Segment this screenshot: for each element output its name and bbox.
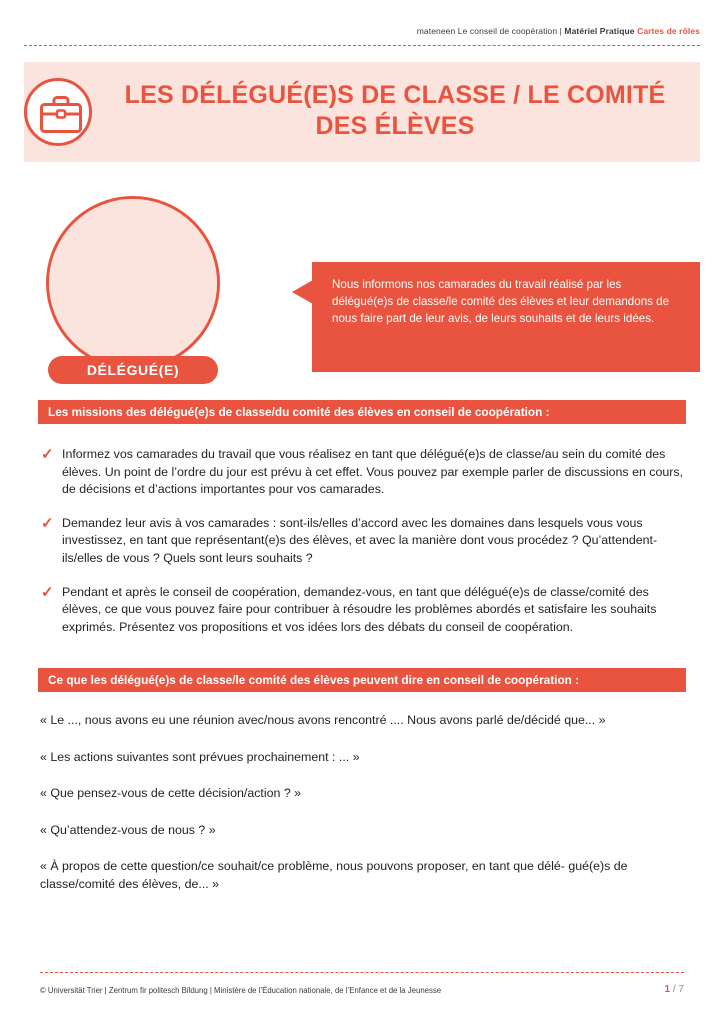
avatar-background: [49, 199, 217, 367]
title-band: [24, 62, 700, 162]
list-item: [38, 446, 688, 499]
avatar: [46, 196, 220, 370]
briefcase-icon: [24, 78, 92, 146]
footer-credits: © Universität Trier | Zentrum fir politesch Bildung | Ministère de l’Éducation nationale, de l’Enfance et de la Jeunesse: [40, 986, 442, 995]
section-header-missions: Les missions des délégué(e)s de classe/du comité des élèves en conseil de coopération :: [38, 400, 686, 424]
list-item-text: Demandez leur avis à vos camarades : sont-ils/elles d’accord avec les domaines dans lesquels vous vous investissez, en tant que représentant(e)s des élèves, et avec la manière dont vous procédez ? Qu’attendent-ils/elles de vous ? Quels sont leurs souhaits ?: [62, 515, 658, 566]
check-icon: ✓: [41, 446, 54, 463]
list-item-text: Pendant et après le conseil de coopération, demandez-vous, en tant que délégué(e)s de classe/comité des élèves, ce que vous pouvez faire pour contribuer à résoudre les problèmes abordés et satisfaire les souhaits exprimés. Présentez vos propositions et vos idées lors des débats du conseil de coopération.: [62, 584, 657, 634]
quotes-list: [40, 712, 690, 913]
page-title-line1: LES DÉLÉGUÉ(E)S DE CLASSE / LE COMITÉ: [124, 81, 666, 109]
list-item: [38, 515, 688, 568]
document-header: [24, 26, 700, 52]
briefcase-icon-svg: [40, 96, 82, 134]
footer-divider: [40, 972, 684, 973]
section-header-speech: Ce que les délégué(e)s de classe/le comité des élèves peuvent dire en conseil de coopération :: [38, 668, 686, 692]
page-title-line2: DES ÉLÈVES: [315, 111, 475, 140]
list-item: « Qu’attendez-vous de nous ? »: [40, 822, 216, 837]
page-total: / 7: [672, 984, 684, 995]
breadcrumb-plain: mateneen Le conseil de coopération |: [416, 26, 565, 36]
status-badge: DÉLÉGUÉ(E): [48, 356, 218, 384]
missions-list: [38, 446, 688, 652]
page-title: [110, 80, 680, 141]
header-divider: [24, 45, 700, 46]
page-current: 1: [664, 984, 671, 995]
list-item-text: Informez vos camarades du travail que vous réalisez en tant que délégué(e)s de classe/au sein du comité des élèves. Un point de l’ordre du jour est prévu à cet effet. Vous pouvez par exemple parler de discussions en cours, de décisions et d’actions importantes pour vos camarades.: [62, 447, 684, 497]
breadcrumb-accent: Cartes de rôles: [637, 26, 700, 36]
breadcrumb-bold: Matériel Pratique: [564, 26, 638, 36]
page-number: [665, 984, 684, 995]
list-item: [38, 584, 688, 637]
list-item: « À propos de cette question/ce souhait/ce problème, nous pouvons proposer, en tant que délé- gué(e)s de classe/comité des élèves, de... »: [40, 859, 628, 892]
list-item: « Les actions suivantes sont prévues prochainement : ... »: [40, 749, 360, 764]
speech-bubble-tail: [292, 280, 313, 304]
check-icon: ✓: [41, 514, 54, 532]
list-item: « Que pensez-vous de cette décision/action ? »: [40, 786, 302, 801]
breadcrumb: [417, 26, 700, 36]
list-item: « Le ..., nous avons eu une réunion avec/nous avons rencontré .... Nous avons parlé de/décidé que... »: [40, 713, 606, 727]
speech-bubble: Nous informons nos camarades du travail réalisé par les délégué(e)s de classe/le comité des élèves et leur demandons de nous faire part de leur avis, de leurs souhaits et de leurs idées.: [312, 262, 700, 372]
check-icon: ✓: [41, 583, 54, 601]
